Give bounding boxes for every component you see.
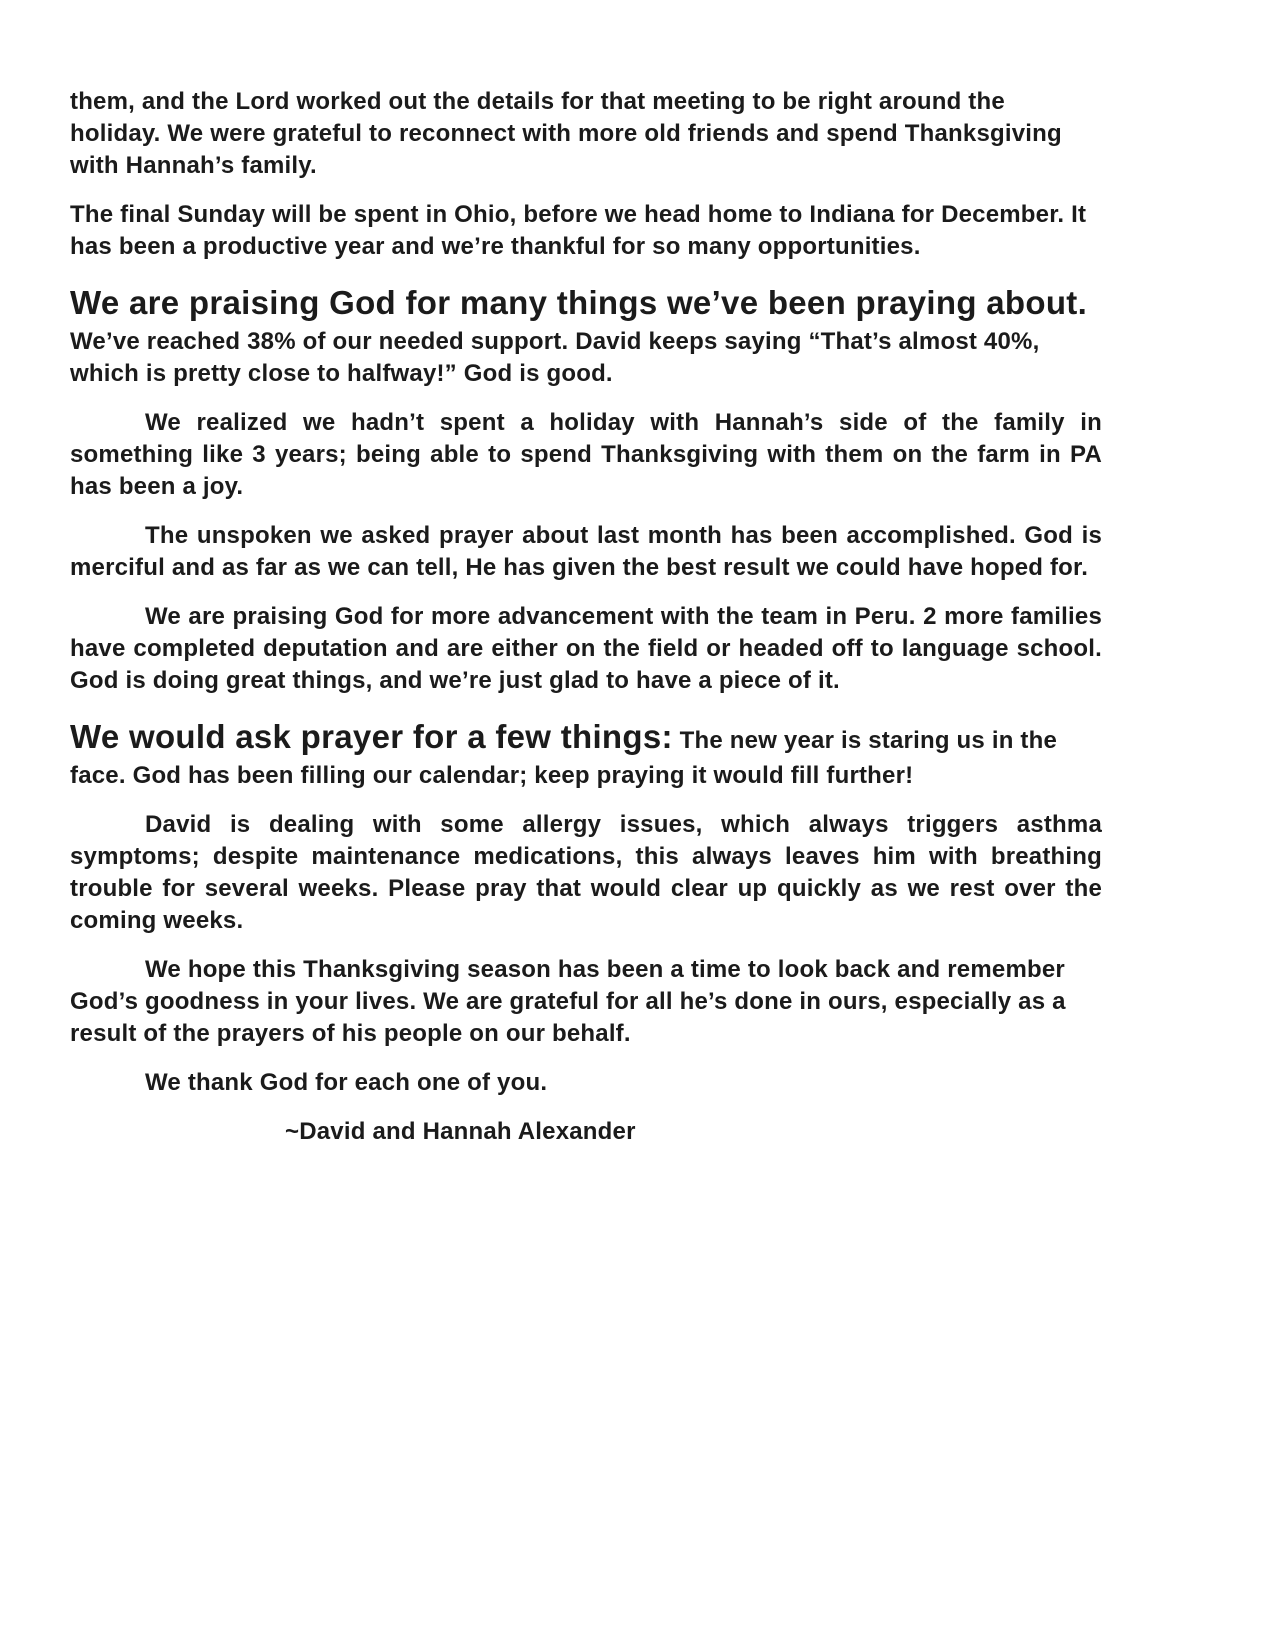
paragraph-allergy: David is dealing with some allergy issues, which always triggers asthma symptoms; despite maintenance medications, this always leaves him with breathing trouble for several weeks. Please pray that would clear up quickly as we rest over the coming weeks. bbox=[70, 811, 1102, 934]
paragraph-thanks: We thank God for each one of you. bbox=[145, 1069, 548, 1096]
paragraph-final-sunday: The final Sunday will be spent in Ohio, before we head home to Indiana for December. It has been a productive year and we’re thankful for so many opportunities. bbox=[70, 201, 1087, 260]
section-heading-prayer-runon-text: The new year is staring us in the face. God has been filling our calendar; keep praying it would fill further! bbox=[70, 727, 1058, 789]
paragraph-holiday-family: We realized we hadn’t spent a holiday with Hannah’s side of the family in something like 3 years; being able to spend Thanksgiving with them on the farm in PA has been a joy. bbox=[70, 409, 1102, 500]
section-heading-praising-runon-text: We’ve reached 38% of our needed support. David keeps saying “That’s almost 40%, which is pretty close to halfway!” God is good. bbox=[70, 328, 1040, 387]
section-heading-praising: We are praising God for many things we’ve been praying about. bbox=[70, 284, 1088, 321]
section-prayer-requests bbox=[70, 714, 1102, 792]
signature-line: ~David and Hannah Alexander bbox=[285, 1118, 636, 1145]
section-praising-god bbox=[70, 280, 1102, 390]
paragraph-thanksgiving-season: We hope this Thanksgiving season has been a time to look back and remember God’s goodness in your lives. We are grateful for all he’s done in ours, especially as a result of the prayers of his people on our behalf. bbox=[70, 956, 1066, 1047]
section-heading-prayer: We would ask prayer for a few things: bbox=[70, 718, 673, 755]
paragraph-unspoken-prayer: The unspoken we asked prayer about last month has been accomplished. God is merciful and as far as we can tell, He has given the best result we could have hoped for. bbox=[70, 522, 1102, 581]
paragraph-peru-team: We are praising God for more advancement with the team in Peru. 2 more families have completed deputation and are either on the field or headed off to language school. God is doing great things, and we’re just glad to have a piece of it. bbox=[70, 603, 1102, 694]
paragraph-continuation: them, and the Lord worked out the details for that meeting to be right around the holiday. We were grateful to reconnect with more old friends and spend Thanksgiving with Hannah’s family. bbox=[70, 88, 1062, 179]
